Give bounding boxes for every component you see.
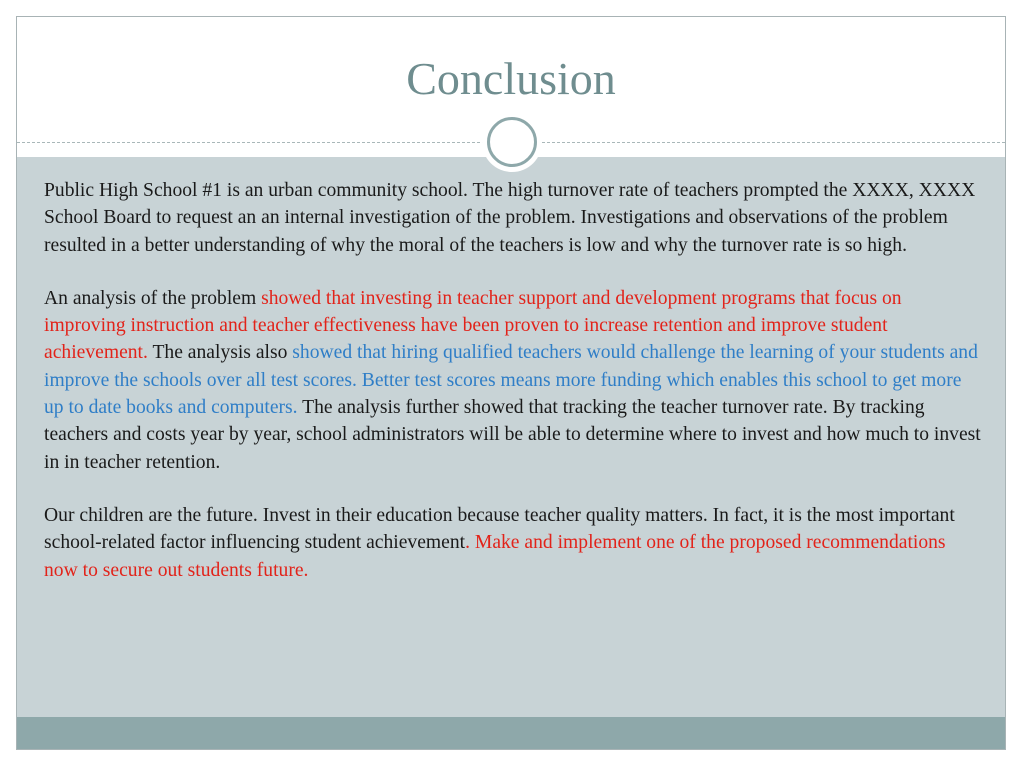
paragraph-analysis (44, 285, 984, 476)
slide-title: Conclusion (406, 53, 616, 104)
analysis-text-2: The analysis also (147, 342, 293, 364)
slide (16, 16, 1006, 750)
slide-content (44, 177, 984, 610)
circle-ring-icon (487, 117, 537, 167)
analysis-highlight-red: showed that investing in teacher support and development programs that focus on improving instruction and teacher effectiveness have been proven to increase retention and improve student achievement. (44, 287, 902, 364)
analysis-text-3: The analysis further showed that tracking the teacher turnover rate. By tracking teachers and costs year by year, school administrators will be able to determine where to invest and how much to invest in in teacher retention. (44, 397, 981, 473)
intro-text: Public High School #1 is an urban community school. The high turnover rate of teachers prompted the XXXX, XXXX School Board to request an an internal investigation of the problem. Investigations and observations of the problem resulted in a better understanding of why the moral of the teachers is low and why the turnover rate is so high. (44, 180, 976, 256)
analysis-highlight-blue: showed that hiring qualified teachers would challenge the learning of your students and improve the schools over all test scores. Better test scores means more funding which enables this school to get more up to date books and computers. (44, 342, 978, 419)
paragraph-intro (44, 177, 984, 259)
closing-highlight-red: . Make and implement one of the proposed recommendations now to secure out students future. (44, 532, 946, 581)
paragraph-closing (44, 502, 984, 584)
footer-band (17, 717, 1005, 750)
closing-text: Our children are the future. Invest in their education because teacher quality matters. In fact, it is the most important school-related factor influencing student achievement (44, 504, 955, 554)
analysis-text-1: An analysis of the problem (44, 287, 262, 309)
